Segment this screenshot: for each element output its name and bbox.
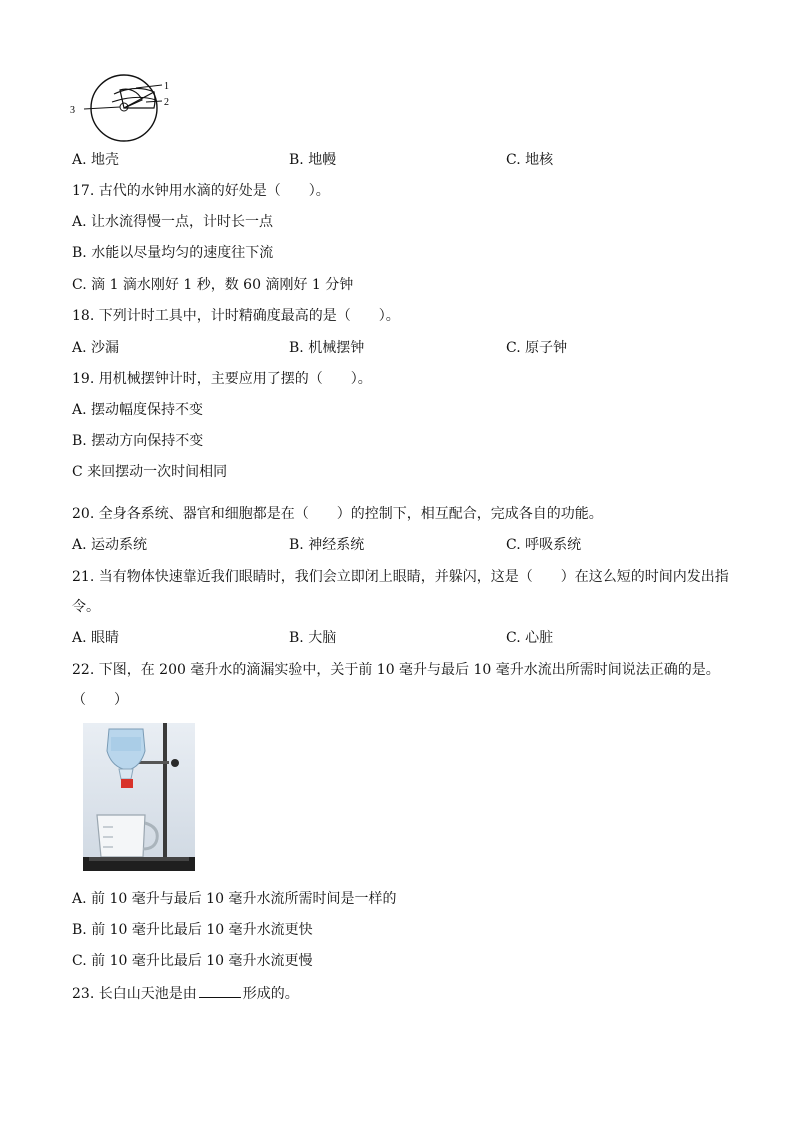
drip-experiment-photo [83,723,195,871]
q17-option-a: A. 让水流得慢一点，计时长一点 [72,214,274,230]
q20-option-a: A. 运动系统 [72,537,148,553]
q21-option-b: B. 大脑 [289,630,337,646]
q17-option-c: C. 滴 1 滴水刚好 1 秒，数 60 滴刚好 1 分钟 [72,277,354,293]
earth-label-1: 1 [164,81,169,92]
q20-stem: 20. 全身各系统、器官和细胞都是在（ ）的控制下，相互配合，完成各自的功能。 [72,506,603,522]
q17-option-b: B. 水能以尽量均匀的速度往下流 [72,245,274,261]
q23-stem-after: 形成的。 [242,986,299,1002]
q21-option-c: C. 心脏 [506,630,554,646]
q19-option-c: C 来回摆动一次时间相同 [72,464,228,480]
q19-option-a: A. 摆动幅度保持不变 [72,402,204,418]
q22-option-c: C. 前 10 毫升比最后 10 毫升水流更慢 [72,953,313,969]
drip-experiment-illustration [83,723,195,871]
q22-stem-line2: （ ） [72,692,128,708]
q17-stem: 17. 古代的水钟用水滴的好处是（ ）。 [72,183,330,199]
q19-stem: 19. 用机械摆钟计时，主要应用了摆的（ ）。 [72,371,372,387]
q23-stem [72,985,299,1003]
q23-stem-before: 23. 长白山天池是由 [72,986,197,1002]
q18-option-c: C. 原子钟 [506,340,568,356]
q16-option-c: C. 地核 [506,152,554,168]
q16-option-b: B. 地幔 [289,152,337,168]
earth-label-3: 3 [70,105,75,116]
q16-option-a: A. 地壳 [72,152,120,168]
q18-option-b: B. 机械摆钟 [289,340,365,356]
q19-option-b: B. 摆动方向保持不变 [72,433,204,449]
q21-stem-line2: 令。 [72,599,100,615]
q18-stem: 18. 下列计时工具中，计时精确度最高的是（ ）。 [72,308,400,324]
q21-stem-line1: 21. 当有物体快速靠近我们眼睛时，我们会立即闭上眼睛，并躲闪，这是（ ）在这么短的时间内发出指 [72,569,729,585]
q20-option-b: B. 神经系统 [289,537,365,553]
q22-option-b: B. 前 10 毫升比最后 10 毫升水流更快 [72,922,313,938]
earth-structure-figure [66,74,186,142]
q21-option-a: A. 眼睛 [72,630,120,646]
q23-answer-blank [199,985,241,998]
q22-option-a: A. 前 10 毫升与最后 10 毫升水流所需时间是一样的 [72,891,397,907]
q18-option-a: A. 沙漏 [72,340,120,356]
earth-label-2: 2 [164,97,169,108]
q22-stem-line1: 22. 下图，在 200 毫升水的滴漏实验中，关于前 10 毫升与最后 10 毫升水流出所需时间说法正确的是。 [72,662,720,678]
q20-option-c: C. 呼吸系统 [506,537,582,553]
